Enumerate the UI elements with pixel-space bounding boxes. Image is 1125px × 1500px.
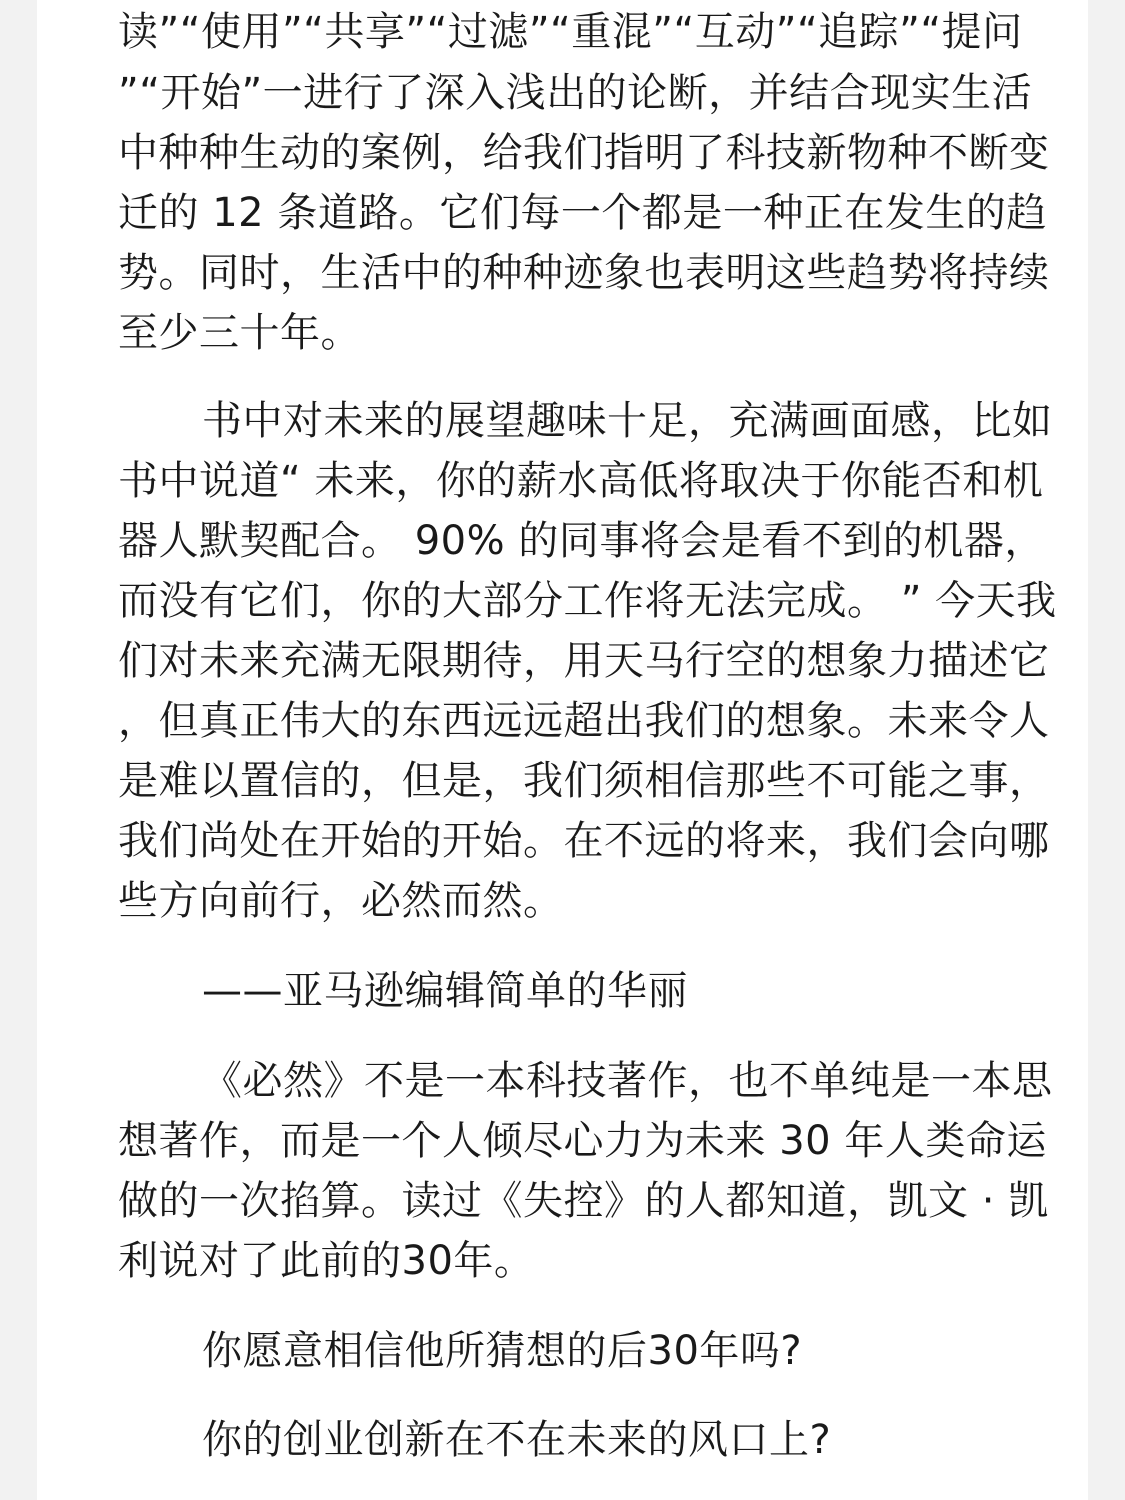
question-line: 你愿意相信他所猜想的后30年吗? xyxy=(202,1328,803,1374)
paragraph-line: 书中说道“ 未来，你的薪水高低将取决于你能否和机 xyxy=(118,458,1044,504)
paragraph-line: 至少三十年。 xyxy=(118,310,361,356)
paragraph-line: 器人默契配合。 90% 的同事将会是看不到的机器， xyxy=(118,518,1045,564)
paragraph-line: 利说对了此前的30年。 xyxy=(118,1238,535,1284)
article-body xyxy=(118,0,1082,1500)
paragraph-line: 些方向前行，必然而然。 xyxy=(118,878,564,924)
paragraph-line: 而没有它们，你的大部分工作将无法完成。 ” 今天我 xyxy=(118,578,1057,624)
paragraph-line: 做的一次掐算。读过《失控》的人都知道，凯文 · 凯 xyxy=(118,1178,1049,1224)
paragraph-line: ，但真正伟大的东西远远超出我们的想象。未来令人 xyxy=(118,698,1050,744)
paragraph-line: 书中对未来的展望趣味十足，充满画面感，比如 xyxy=(202,398,1053,444)
page-background xyxy=(37,0,1088,1500)
paragraph-line: ”“开始”一进行了深入浅出的论断，并结合现实生活 xyxy=(118,70,1033,116)
question-line: 你的创业创新在不在未来的风口上? xyxy=(202,1417,832,1463)
paragraph-line: 中种种生动的案例，给我们指明了科技新物种不断变 xyxy=(118,130,1050,176)
paragraph-line: 读”“使用”“共享”“过滤”“重混”“互动”“追踪”“提问 xyxy=(118,9,1023,55)
paragraph-line: 迁的 12 条道路。它们每一个都是一种正在发生的趋 xyxy=(118,190,1047,236)
paragraph-line: 们对未来充满无限期待，用天马行空的想象力描述它 xyxy=(118,638,1050,684)
attribution-line: ——亚马逊编辑简单的华丽 xyxy=(202,968,688,1014)
paragraph-line: 是难以置信的，但是，我们须相信那些不可能之事， xyxy=(118,758,1050,804)
paragraph-line: 势。同时，生活中的种种迹象也表明这些趋势将持续 xyxy=(118,250,1050,296)
paragraph-line: 我们尚处在开始的开始。在不远的将来，我们会向哪 xyxy=(118,818,1050,864)
paragraph-line: 想著作，而是一个人倾尽心力为未来 30 年人类命运 xyxy=(118,1118,1047,1164)
paragraph-line: 《必然》不是一本科技著作，也不单纯是一本思 xyxy=(202,1058,1053,1104)
